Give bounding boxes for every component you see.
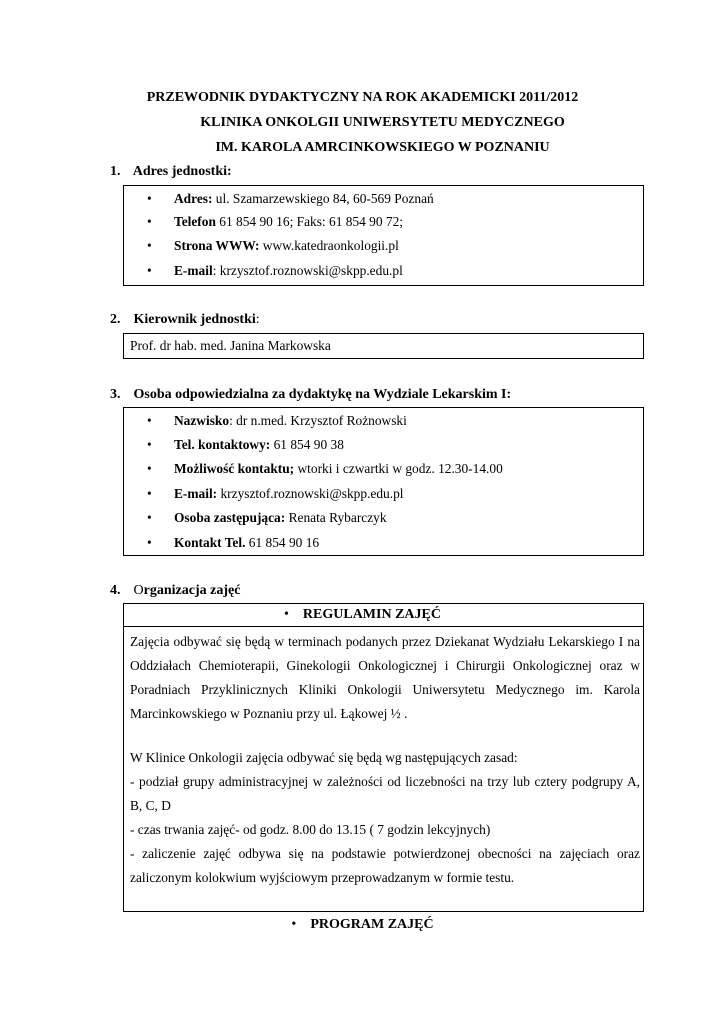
regulations-paragraph-line: Zajęcia odbywać się będą w terminach podanych przez Dziekanat Wydziału Lekarskiego I na	[130, 634, 640, 649]
section-1-heading	[110, 164, 232, 180]
surname-label: Nazwisko	[174, 413, 230, 428]
deputy-value: Renata Rybarczyk	[285, 510, 387, 525]
website-link[interactable]: www.katedraonkologii.pl	[259, 238, 399, 253]
email-label: E-mail	[174, 263, 213, 278]
rules-intro: W Klinice Onkologii zajęcia odbywać się będą wg następujących zasad:	[130, 750, 518, 765]
rules-line: - podział grupy administracyjnej w zależności od liczebności na trzy lub cztery podgrupy A,	[130, 774, 640, 789]
phone-value: 61 854 90 16; Faks: 61 854 90 72;	[215, 214, 404, 229]
section-3-title: Osoba odpowiedzialna za dydaktykę na Wydziale Lekarskim I:	[133, 387, 512, 402]
doc-title-line-3: IM. KAROLA AMRCINKOWSKIEGO W POZNANIU	[215, 140, 550, 155]
bullet-icon: •	[147, 510, 152, 525]
surname-value: : dr n.med. Krzysztof Rożnowski	[229, 413, 407, 428]
responsible-email-link[interactable]: krzysztof.roznowski@skpp.edu.pl	[217, 486, 404, 501]
contact-phone-value: 61 854 90 38	[270, 437, 344, 452]
program-heading	[0, 917, 725, 933]
email-link[interactable]: : krzysztof.roznowski@skpp.edu.pl	[212, 263, 403, 278]
contact-hours-label: Możliwość kontaktu;	[174, 461, 295, 476]
section-2-heading	[110, 312, 260, 328]
bullet-icon: •	[147, 263, 152, 278]
deputy-phone-label: Kontakt Tel.	[174, 535, 246, 550]
rules-line: - zaliczenie zajęć odbywa się na podstawie potwierdzonej obecności na zajęciach oraz	[130, 846, 640, 861]
bullet-icon: •	[291, 917, 297, 932]
rules-line: zaliczonym kolokwium wyjściowym przeprowadzanym w formie testu.	[130, 870, 515, 885]
doc-title-line-1: PRZEWODNIK DYDAKTYCZNY NA ROK AKADEMICKI 2011/2012	[146, 90, 579, 105]
address-label: Adres:	[174, 191, 213, 206]
program-heading-text: PROGRAM ZAJĘĆ	[310, 917, 434, 932]
regulations-paragraph-line: Marcinkowskiego w Poznaniu przy ul. Łąkowej ½ .	[130, 706, 408, 721]
deputy-phone-value: 61 854 90 16	[245, 535, 320, 550]
section-4-title: rganizacja zajęć	[143, 583, 241, 598]
bullet-icon: •	[147, 461, 152, 476]
regulations-paragraph-line: Poradniach Przyklinicznych Kliniki Onkologii Uniwersytetu Medycznego im. Karola	[130, 682, 640, 697]
deputy-label: Osoba zastępująca:	[174, 510, 286, 525]
contact-phone-label: Tel. kontaktowy:	[174, 437, 271, 452]
section-4-heading	[110, 583, 240, 599]
section-1-number: 1.	[110, 164, 121, 179]
contact-hours-value: wtorki i czwartki w godz. 12.30-14.00	[294, 461, 503, 476]
phone-label: Telefon	[174, 214, 216, 229]
doc-title-line-2: KLINIKA ONKOLGII UNIWERSYTETU MEDYCZNEGO	[200, 115, 565, 130]
bullet-icon: •	[147, 437, 152, 452]
section-1-title: Adres jednostki:	[132, 164, 232, 179]
bullet-icon: •	[147, 486, 152, 501]
bullet-icon: •	[147, 238, 152, 253]
bullet-icon: •	[284, 607, 289, 622]
section-4-title-initial: O	[133, 583, 144, 598]
section-2-number: 2.	[110, 312, 121, 327]
bullet-icon: •	[147, 191, 152, 206]
section-3-number: 3.	[110, 387, 121, 402]
section-2-title: Kierownik jednostki	[133, 312, 256, 327]
section-3-heading	[110, 387, 511, 403]
section-4-number: 4.	[110, 583, 121, 598]
section-2-colon: :	[255, 312, 260, 327]
regulations-heading	[0, 607, 725, 623]
responsible-email-label: E-mail:	[174, 486, 218, 501]
responsible-person-box	[123, 407, 644, 556]
bullet-icon: •	[147, 535, 152, 550]
head-of-unit-name: Prof. dr hab. med. Janina Markowska	[130, 338, 331, 353]
bullet-icon: •	[147, 413, 152, 428]
rules-line: - czas trwania zajęć- od godz. 8.00 do 13.15 ( 7 godzin lekcyjnych)	[130, 822, 491, 837]
website-label: Strona WWW:	[174, 238, 260, 253]
address-value: ul. Szamarzewskiego 84, 60-569 Poznań	[212, 191, 434, 206]
regulations-heading-text: REGULAMIN ZAJĘĆ	[302, 607, 441, 622]
bullet-icon: •	[147, 214, 152, 229]
rules-line: B, C, D	[130, 798, 171, 813]
regulations-paragraph-line: Oddziałach Chemioterapii, Ginekologii Onkologicznej i Chirurgii Onkologicznej oraz w	[130, 658, 640, 673]
